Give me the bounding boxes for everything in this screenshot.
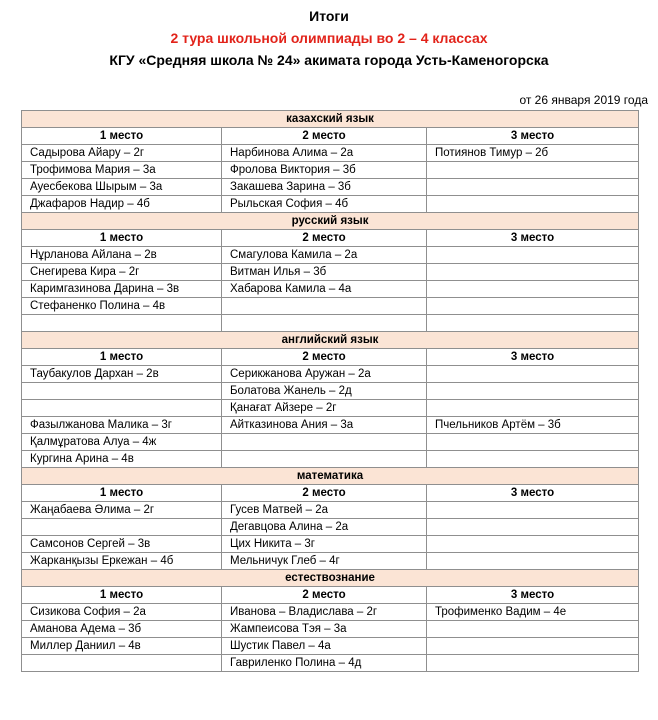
table-cell: Садырова Айару – 2г	[22, 145, 222, 162]
table-cell: Нұрланова Айлана – 2в	[22, 247, 222, 264]
table-row	[22, 553, 639, 570]
column-header: 1 место	[22, 349, 222, 366]
table-row	[22, 298, 639, 315]
table-cell: Таубакулов Дархан – 2в	[22, 366, 222, 383]
column-header: 3 место	[427, 587, 639, 604]
column-header: 3 место	[427, 128, 639, 145]
table-cell: Гавриленко Полина – 4д	[222, 655, 427, 672]
column-header: 1 место	[22, 587, 222, 604]
column-header: 2 место	[222, 128, 427, 145]
table-cell: Потиянов Тимур – 2б	[427, 145, 639, 162]
column-header: 3 место	[427, 349, 639, 366]
table-cell: Сизикова София – 2а	[22, 604, 222, 621]
table-cell: Миллер Даниил – 4в	[22, 638, 222, 655]
table-cell: Нарбинова Алима – 2а	[222, 145, 427, 162]
page-subtitle: 2 тура школьной олимпиады во 2 – 4 классах	[170, 30, 488, 46]
section-title: русский язык	[22, 213, 639, 230]
section-row	[22, 111, 639, 128]
table-cell: Самсонов Сергей – 3в	[22, 536, 222, 553]
document-date: от 26 января 2019 года	[519, 93, 648, 107]
column-header: 1 место	[22, 230, 222, 247]
table-row	[22, 502, 639, 519]
table-cell	[427, 315, 639, 332]
table-cell: Дегавцова Алина – 2а	[222, 519, 427, 536]
table-cell: Жампеисова Тэя – 3а	[222, 621, 427, 638]
table-row	[22, 247, 639, 264]
section-row	[22, 332, 639, 349]
table-cell	[427, 553, 639, 570]
table-row	[22, 315, 639, 332]
table-cell: Смагулова Камила – 2а	[222, 247, 427, 264]
table-cell: Болатова Жанель – 2д	[222, 383, 427, 400]
header-row	[22, 587, 639, 604]
table-cell: Мельничук Глеб – 4г	[222, 553, 427, 570]
table-cell: Гусев Матвей – 2а	[222, 502, 427, 519]
header-row	[22, 128, 639, 145]
table-cell: Жарканқызы Еркежан – 4б	[22, 553, 222, 570]
table-row	[22, 264, 639, 281]
table-cell	[427, 196, 639, 213]
table-cell: Трофимова Мария – 3а	[22, 162, 222, 179]
header-row	[22, 230, 639, 247]
table-cell: Трофименко Вадим – 4е	[427, 604, 639, 621]
table-cell	[427, 298, 639, 315]
section-row	[22, 468, 639, 485]
column-header: 2 место	[222, 587, 427, 604]
table-row	[22, 621, 639, 638]
table-cell: Аманова Адема – 3б	[22, 621, 222, 638]
table-cell: Жаңабаева Әлима – 2г	[22, 502, 222, 519]
table-row	[22, 451, 639, 468]
table-cell	[222, 298, 427, 315]
table-cell: Джафаров Надир – 4б	[22, 196, 222, 213]
table-row	[22, 655, 639, 672]
column-header: 2 место	[222, 485, 427, 502]
header-row	[22, 485, 639, 502]
results-table	[21, 110, 639, 672]
table-cell: Снегирева Кира – 2г	[22, 264, 222, 281]
column-header: 2 место	[222, 349, 427, 366]
table-cell: Пчельников Артём – 3б	[427, 417, 639, 434]
table-cell: Фазылжанова Малика – 3г	[22, 417, 222, 434]
table-cell	[22, 655, 222, 672]
table-cell: Каримгазинова Дарина – 3в	[22, 281, 222, 298]
table-cell	[222, 315, 427, 332]
column-header: 1 место	[22, 485, 222, 502]
section-title: казахский язык	[22, 111, 639, 128]
section-row	[22, 570, 639, 587]
section-title: математика	[22, 468, 639, 485]
page-title: Итоги	[309, 8, 349, 24]
section-title: естествознание	[22, 570, 639, 587]
table-cell	[22, 519, 222, 536]
column-header: 3 место	[427, 485, 639, 502]
table-row	[22, 196, 639, 213]
section-row	[22, 213, 639, 230]
table-cell	[427, 434, 639, 451]
table-cell	[427, 179, 639, 196]
table-cell: Стефаненко Полина – 4в	[22, 298, 222, 315]
column-header: 1 место	[22, 128, 222, 145]
table-cell: Айтказинова Ания – 3а	[222, 417, 427, 434]
table-cell	[427, 451, 639, 468]
table-row	[22, 383, 639, 400]
table-row	[22, 162, 639, 179]
column-header: 3 место	[427, 230, 639, 247]
table-cell	[22, 315, 222, 332]
table-row	[22, 417, 639, 434]
table-cell: Кургина Арина – 4в	[22, 451, 222, 468]
table-cell	[427, 264, 639, 281]
table-row	[22, 536, 639, 553]
table-cell	[427, 655, 639, 672]
table-cell	[427, 621, 639, 638]
table-cell	[427, 162, 639, 179]
table-row	[22, 179, 639, 196]
table-row	[22, 604, 639, 621]
header-row	[22, 349, 639, 366]
table-cell: Витман Илья – 3б	[222, 264, 427, 281]
table-cell: Цих Никита – 3г	[222, 536, 427, 553]
table-row	[22, 638, 639, 655]
table-cell	[22, 400, 222, 417]
table-cell	[427, 281, 639, 298]
table-cell: Серикжанова Аружан – 2а	[222, 366, 427, 383]
school-name: КГУ «Средняя школа № 24» акимата города Усть-Каменогорска	[109, 52, 549, 68]
table-cell	[427, 400, 639, 417]
table-cell	[22, 383, 222, 400]
section-title: английский язык	[22, 332, 639, 349]
table-cell: Ауесбекова Шырым – 3а	[22, 179, 222, 196]
table-row	[22, 145, 639, 162]
table-row	[22, 519, 639, 536]
table-row	[22, 366, 639, 383]
table-cell	[427, 502, 639, 519]
table-cell	[427, 383, 639, 400]
table-cell	[427, 519, 639, 536]
table-cell	[427, 247, 639, 264]
table-cell	[427, 366, 639, 383]
column-header: 2 место	[222, 230, 427, 247]
table-cell: Иванова – Владислава – 2г	[222, 604, 427, 621]
table-cell: Шустик Павел – 4а	[222, 638, 427, 655]
table-row	[22, 281, 639, 298]
table-cell: Қалмұратова Алуа – 4ж	[22, 434, 222, 451]
table-cell: Закашева Зарина – 3б	[222, 179, 427, 196]
table-cell	[222, 434, 427, 451]
table-cell: Хабарова Камила – 4а	[222, 281, 427, 298]
table-cell: Қанағат Айзере – 2г	[222, 400, 427, 417]
table-cell	[427, 536, 639, 553]
table-row	[22, 434, 639, 451]
table-cell	[222, 451, 427, 468]
table-cell	[427, 638, 639, 655]
table-cell: Рыльская София – 4б	[222, 196, 427, 213]
table-row	[22, 400, 639, 417]
table-cell: Фролова Виктория – 3б	[222, 162, 427, 179]
